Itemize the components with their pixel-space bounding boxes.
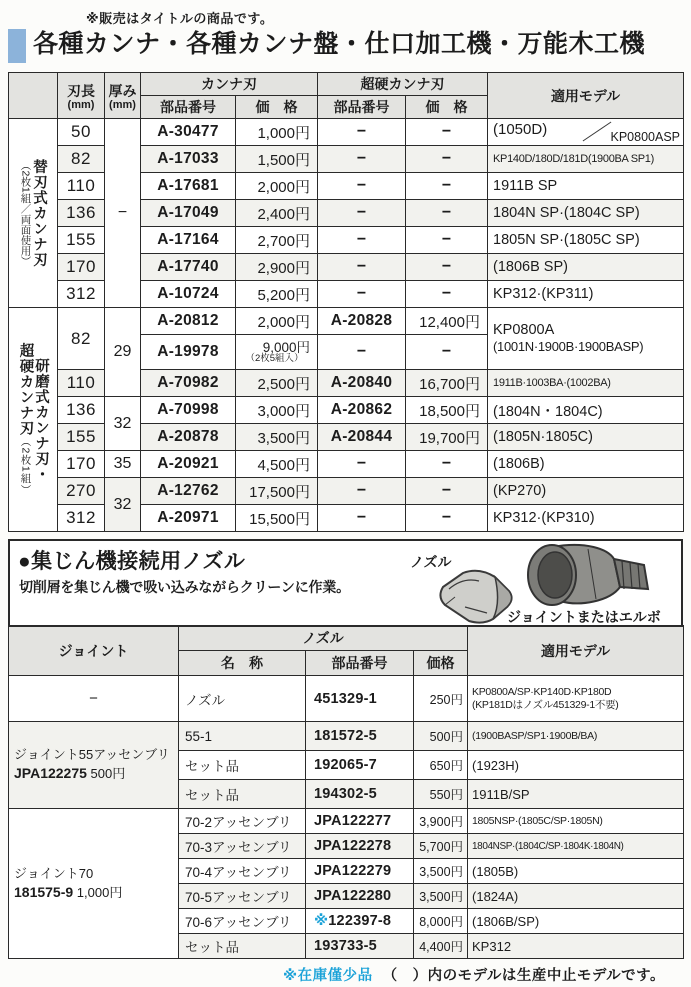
blade-length-cell: 170 (58, 451, 105, 478)
footer-note (8, 964, 683, 985)
table-row (9, 809, 684, 834)
part-no-cell: A-17164 (141, 227, 236, 254)
part-no-cell: JPA122279 (306, 859, 414, 884)
title-row (8, 29, 683, 63)
group2-left-column (18, 343, 33, 496)
blade-length-cell: 110 (58, 173, 105, 200)
price-cell: 8,000円 (414, 909, 468, 934)
price-cell: 4,500円 (236, 451, 318, 478)
part-no-cell: A-17033 (141, 146, 236, 173)
carbide-price-cell: − (406, 478, 488, 505)
price-cell: 1,500円 (236, 146, 318, 173)
model-line-1: KP0800A/SP·KP140D·KP180D (472, 686, 612, 699)
model-cell: 1805N SP·(1805C SP) (488, 227, 684, 254)
thickness-cell: 29 (105, 308, 141, 397)
thickness-cell: 35 (105, 451, 141, 478)
blade-length-cell: 155 (58, 227, 105, 254)
part-no-cell: A-20812 (141, 308, 236, 335)
carbide-price-cell: 12,400円 (406, 308, 488, 335)
col-header-blade-length (58, 73, 105, 119)
part-no-cell: A-12762 (141, 478, 236, 505)
diagonal-divider (583, 122, 612, 142)
blade-length-cell: 136 (58, 200, 105, 227)
carbide-part-cell: − (318, 119, 406, 146)
carbide-part-cell: − (318, 200, 406, 227)
title-accent-bar (8, 29, 26, 63)
group-label-replaceable-blade (9, 119, 58, 308)
model-cell: 1911B SP (488, 173, 684, 200)
group2-right-column: 研磨式カンナ刃・ (33, 357, 49, 482)
carbide-price-cell: − (406, 254, 488, 281)
carbide-price-cell: − (406, 119, 488, 146)
part-no-cell: A-17740 (141, 254, 236, 281)
name-cell: ノズル (179, 676, 306, 722)
carbide-price-cell: − (406, 173, 488, 200)
col-header-part-no: 部品番号 (306, 651, 414, 676)
price-cell: 4,400円 (414, 934, 468, 959)
price-cell: 3,500円 (236, 424, 318, 451)
joint-image-label: ジョイントまたはエルボ (507, 609, 661, 625)
model-cell: (1923H) (468, 751, 684, 780)
discontinued-note: （ ）内のモデルは生産中止モデルです。 (382, 968, 665, 984)
price-cell: 2,700円 (236, 227, 318, 254)
group1-main-label: 替刃式カンナ刃 (31, 158, 47, 268)
blade-length-cell: 82 (58, 146, 105, 173)
group-header-kanna-blade: カンナ刃 (141, 73, 318, 96)
joint55-part-no: JPA122275 (14, 765, 87, 781)
part-no-cell: A-20971 (141, 505, 236, 532)
model-cell: (KP270) (488, 478, 684, 505)
limited-stock-note: ※在庫僅少品 (283, 968, 373, 984)
price-cell: 5,200円 (236, 281, 318, 308)
blade-length-cell: 170 (58, 254, 105, 281)
name-cell: セット品 (179, 934, 306, 959)
model-cell: 1911B/SP (468, 780, 684, 809)
carbide-part-cell: A-20844 (318, 424, 406, 451)
carbide-part-cell: − (318, 505, 406, 532)
model-cell: (1806B) (488, 451, 684, 478)
model-cell: KP312 (468, 934, 684, 959)
price-cell: 5,700円 (414, 834, 468, 859)
blade-length-cell: 82 (58, 308, 105, 370)
col-header-model: 適用モデル (468, 626, 684, 676)
blade-length-cell: 155 (58, 424, 105, 451)
joint-cell: − (9, 676, 179, 722)
carbide-price-cell: 19,700円 (406, 424, 488, 451)
model-line-1: KP0800A (493, 321, 555, 338)
carbide-part-cell: A-20828 (318, 308, 406, 335)
carbide-price-cell: − (406, 335, 488, 370)
model-cell (488, 308, 684, 370)
name-cell: セット品 (179, 780, 306, 809)
part-no-cell: JPA122277 (306, 809, 414, 834)
model-cell: 1805NSP·(1805C/SP·1805N) (468, 809, 684, 834)
joint70-name: ジョイント70 (14, 865, 94, 881)
carbide-price-cell: − (406, 200, 488, 227)
joint-cell-70 (9, 809, 179, 959)
carbide-price-cell: − (406, 227, 488, 254)
model-upper: (1050D) (493, 121, 548, 138)
price-cell: 550円 (414, 780, 468, 809)
carbide-part-cell: − (318, 478, 406, 505)
joint70-part-no: 181575-9 (14, 883, 74, 900)
name-cell: 70-2アッセンブリ (179, 809, 306, 834)
thickness-cell: 32 (105, 478, 141, 532)
col-header-carbide-price: 価 格 (406, 96, 488, 119)
carbide-price-cell: 18,500円 (406, 397, 488, 424)
price-cell: 3,500円 (414, 884, 468, 909)
model-cell (468, 676, 684, 722)
blade-length-cell: 312 (58, 281, 105, 308)
group-label-ground-carbide-blade (9, 308, 58, 532)
part-no-cell: A-20921 (141, 451, 236, 478)
table-row (9, 451, 684, 478)
price-cell: 3,500円 (414, 859, 468, 884)
part-no-cell: A-70998 (141, 397, 236, 424)
carbide-price-cell: − (406, 281, 488, 308)
name-cell: 70-3アッセンブリ (179, 834, 306, 859)
model-cell: (1805N·1805C) (488, 424, 684, 451)
carbide-part-cell: − (318, 451, 406, 478)
model-cell: 1804N SP·(1804C SP) (488, 200, 684, 227)
col-header-carbide-part-no: 部品番号 (318, 96, 406, 119)
model-cell: (1805B) (468, 859, 684, 884)
blade-length-cell: 270 (58, 478, 105, 505)
carbide-part-cell: − (318, 335, 406, 370)
carbide-part-cell: − (318, 281, 406, 308)
table-row (9, 119, 684, 146)
col-header-part-no: 部品番号 (141, 96, 236, 119)
price-note: （2枚5組入） (245, 353, 304, 365)
joint55-price: 500円 (90, 766, 126, 781)
price-cell: 650円 (414, 751, 468, 780)
limited-stock-mark: ※ (314, 913, 329, 929)
table-row (9, 722, 684, 751)
part-no-cell (306, 909, 414, 934)
carbide-price-cell: 16,700円 (406, 370, 488, 397)
part-no-cell: 193733-5 (306, 934, 414, 959)
carbide-part-cell: A-20840 (318, 370, 406, 397)
price-cell (236, 335, 318, 370)
part-no-cell: A-10724 (141, 281, 236, 308)
carbide-price-cell: − (406, 451, 488, 478)
price-cell: 250円 (414, 676, 468, 722)
dust-nozzle-section (8, 539, 683, 627)
model-cell: 1911B·1003BA·(1002BA) (488, 370, 684, 397)
blade-length-cell: 136 (58, 397, 105, 424)
thickness-unit: (mm) (109, 98, 136, 111)
model-cell: (1824A) (468, 884, 684, 909)
price-value: 9,000円 (262, 339, 310, 355)
table-row (9, 308, 684, 335)
price-cell: 3,900円 (414, 809, 468, 834)
header-row-1 (9, 626, 684, 651)
part-no-cell: 192065-7 (306, 751, 414, 780)
price-cell: 2,400円 (236, 200, 318, 227)
price-cell: 2,500円 (236, 370, 318, 397)
carbide-part-cell: A-20862 (318, 397, 406, 424)
part-no-cell: JPA122278 (306, 834, 414, 859)
price-cell: 2,900円 (236, 254, 318, 281)
col-header-thickness (105, 73, 141, 119)
price-cell: 500円 (414, 722, 468, 751)
blade-price-table (8, 72, 684, 532)
model-cell: (1806B/SP) (468, 909, 684, 934)
nozzle-image-label: ノズル (410, 554, 452, 570)
model-cell: 1804NSP·(1804C/SP·1804K·1804N) (468, 834, 684, 859)
part-no-cell: 451329-1 (306, 676, 414, 722)
model-cell: (1900BASP/SP1·1900B/BA) (468, 722, 684, 751)
carbide-price-cell: − (406, 146, 488, 173)
name-cell: 70-5アッセンブリ (179, 884, 306, 909)
part-no-cell: A-30477 (141, 119, 236, 146)
blade-length-cell: 50 (58, 119, 105, 146)
blade-length-label: 刃長 (67, 82, 95, 99)
model-cell: (1804N・1804C) (488, 397, 684, 424)
col-header-price: 価 格 (236, 96, 318, 119)
thickness-cell: 32 (105, 397, 141, 451)
name-cell: 55-1 (179, 722, 306, 751)
part-no-cell: 194302-5 (306, 780, 414, 809)
header-row-1 (9, 73, 684, 96)
blade-length-unit: (mm) (67, 98, 95, 111)
model-cell-diagonal (488, 119, 684, 146)
model-cell: KP140D/180D/181D(1900BA SP1) (488, 146, 684, 173)
model-cell: (1806B SP) (488, 254, 684, 281)
col-header-joint: ジョイント (9, 626, 179, 676)
group2-left-sub: （2枚1組） (19, 436, 32, 496)
joint55-name: ジョイント55アッセンブリ (14, 747, 170, 763)
price-cell: 17,500円 (236, 478, 318, 505)
name-cell: セット品 (179, 751, 306, 780)
joint70-price: 1,000円 (76, 884, 123, 900)
price-cell: 2,000円 (236, 173, 318, 200)
name-cell: 70-4アッセンブリ (179, 859, 306, 884)
part-no-cell: A-17681 (141, 173, 236, 200)
model-cell: KP312·(KP311) (488, 281, 684, 308)
part-no-cell: A-20878 (141, 424, 236, 451)
sales-note: ※販売はタイトルの商品です。 (86, 11, 274, 26)
group-header-nozzle: ノズル (179, 626, 468, 651)
joint-illustration (522, 543, 654, 609)
price-cell: 2,000円 (236, 308, 318, 335)
nozzle-joint-table (8, 625, 684, 959)
blade-length-cell: 312 (58, 505, 105, 532)
thickness-cell: − (105, 119, 141, 308)
carbide-part-cell: − (318, 254, 406, 281)
corner-cell (9, 73, 58, 119)
carbide-price-cell: − (406, 505, 488, 532)
carbide-part-cell: − (318, 173, 406, 200)
col-header-name: 名 称 (179, 651, 306, 676)
table-row (9, 676, 684, 722)
price-cell: 3,000円 (236, 397, 318, 424)
col-header-model: 適用モデル (488, 73, 684, 119)
model-line-2: (1001N·1900B·1900BASP) (493, 338, 644, 354)
blade-length-cell: 110 (58, 370, 105, 397)
group-header-carbide-blade: 超硬カンナ刃 (318, 73, 488, 96)
thickness-label: 厚み (108, 82, 137, 99)
page-title: 各種カンナ・各種カンナ盤・仕口加工機・万能木工機 (33, 30, 646, 58)
part-no-cell: A-17049 (141, 200, 236, 227)
price-cell: 15,500円 (236, 505, 318, 532)
col-header-price: 価格 (414, 651, 468, 676)
part-no-cell: 181572-5 (306, 722, 414, 751)
group2-left-main: 超硬カンナ刃 (17, 343, 34, 437)
section-heading: ●集じん機接続用ノズル (18, 550, 246, 573)
joint-cell-55 (9, 722, 179, 809)
price-cell: 1,000円 (236, 119, 318, 146)
name-cell: 70-6アッセンブリ (179, 909, 306, 934)
carbide-part-cell: − (318, 146, 406, 173)
group1-sub-label: （2枚1組／両面使用） (19, 159, 32, 267)
section-description: 切削屑を集じん機で吸い込みながらクリーンに作業。 (19, 579, 350, 595)
table-row (9, 397, 684, 424)
model-line-2: (KP181Dはノズル451329-1不要) (472, 698, 619, 711)
model-cell: KP312·(KP310) (488, 505, 684, 532)
carbide-part-cell: − (318, 227, 406, 254)
part-no-cell: A-19978 (141, 335, 236, 370)
part-no-value: 122397-8 (328, 913, 392, 929)
model-lower: KP0800ASP (610, 130, 680, 144)
table-row (9, 478, 684, 505)
part-no-cell: JPA122280 (306, 884, 414, 909)
part-no-cell: A-70982 (141, 370, 236, 397)
